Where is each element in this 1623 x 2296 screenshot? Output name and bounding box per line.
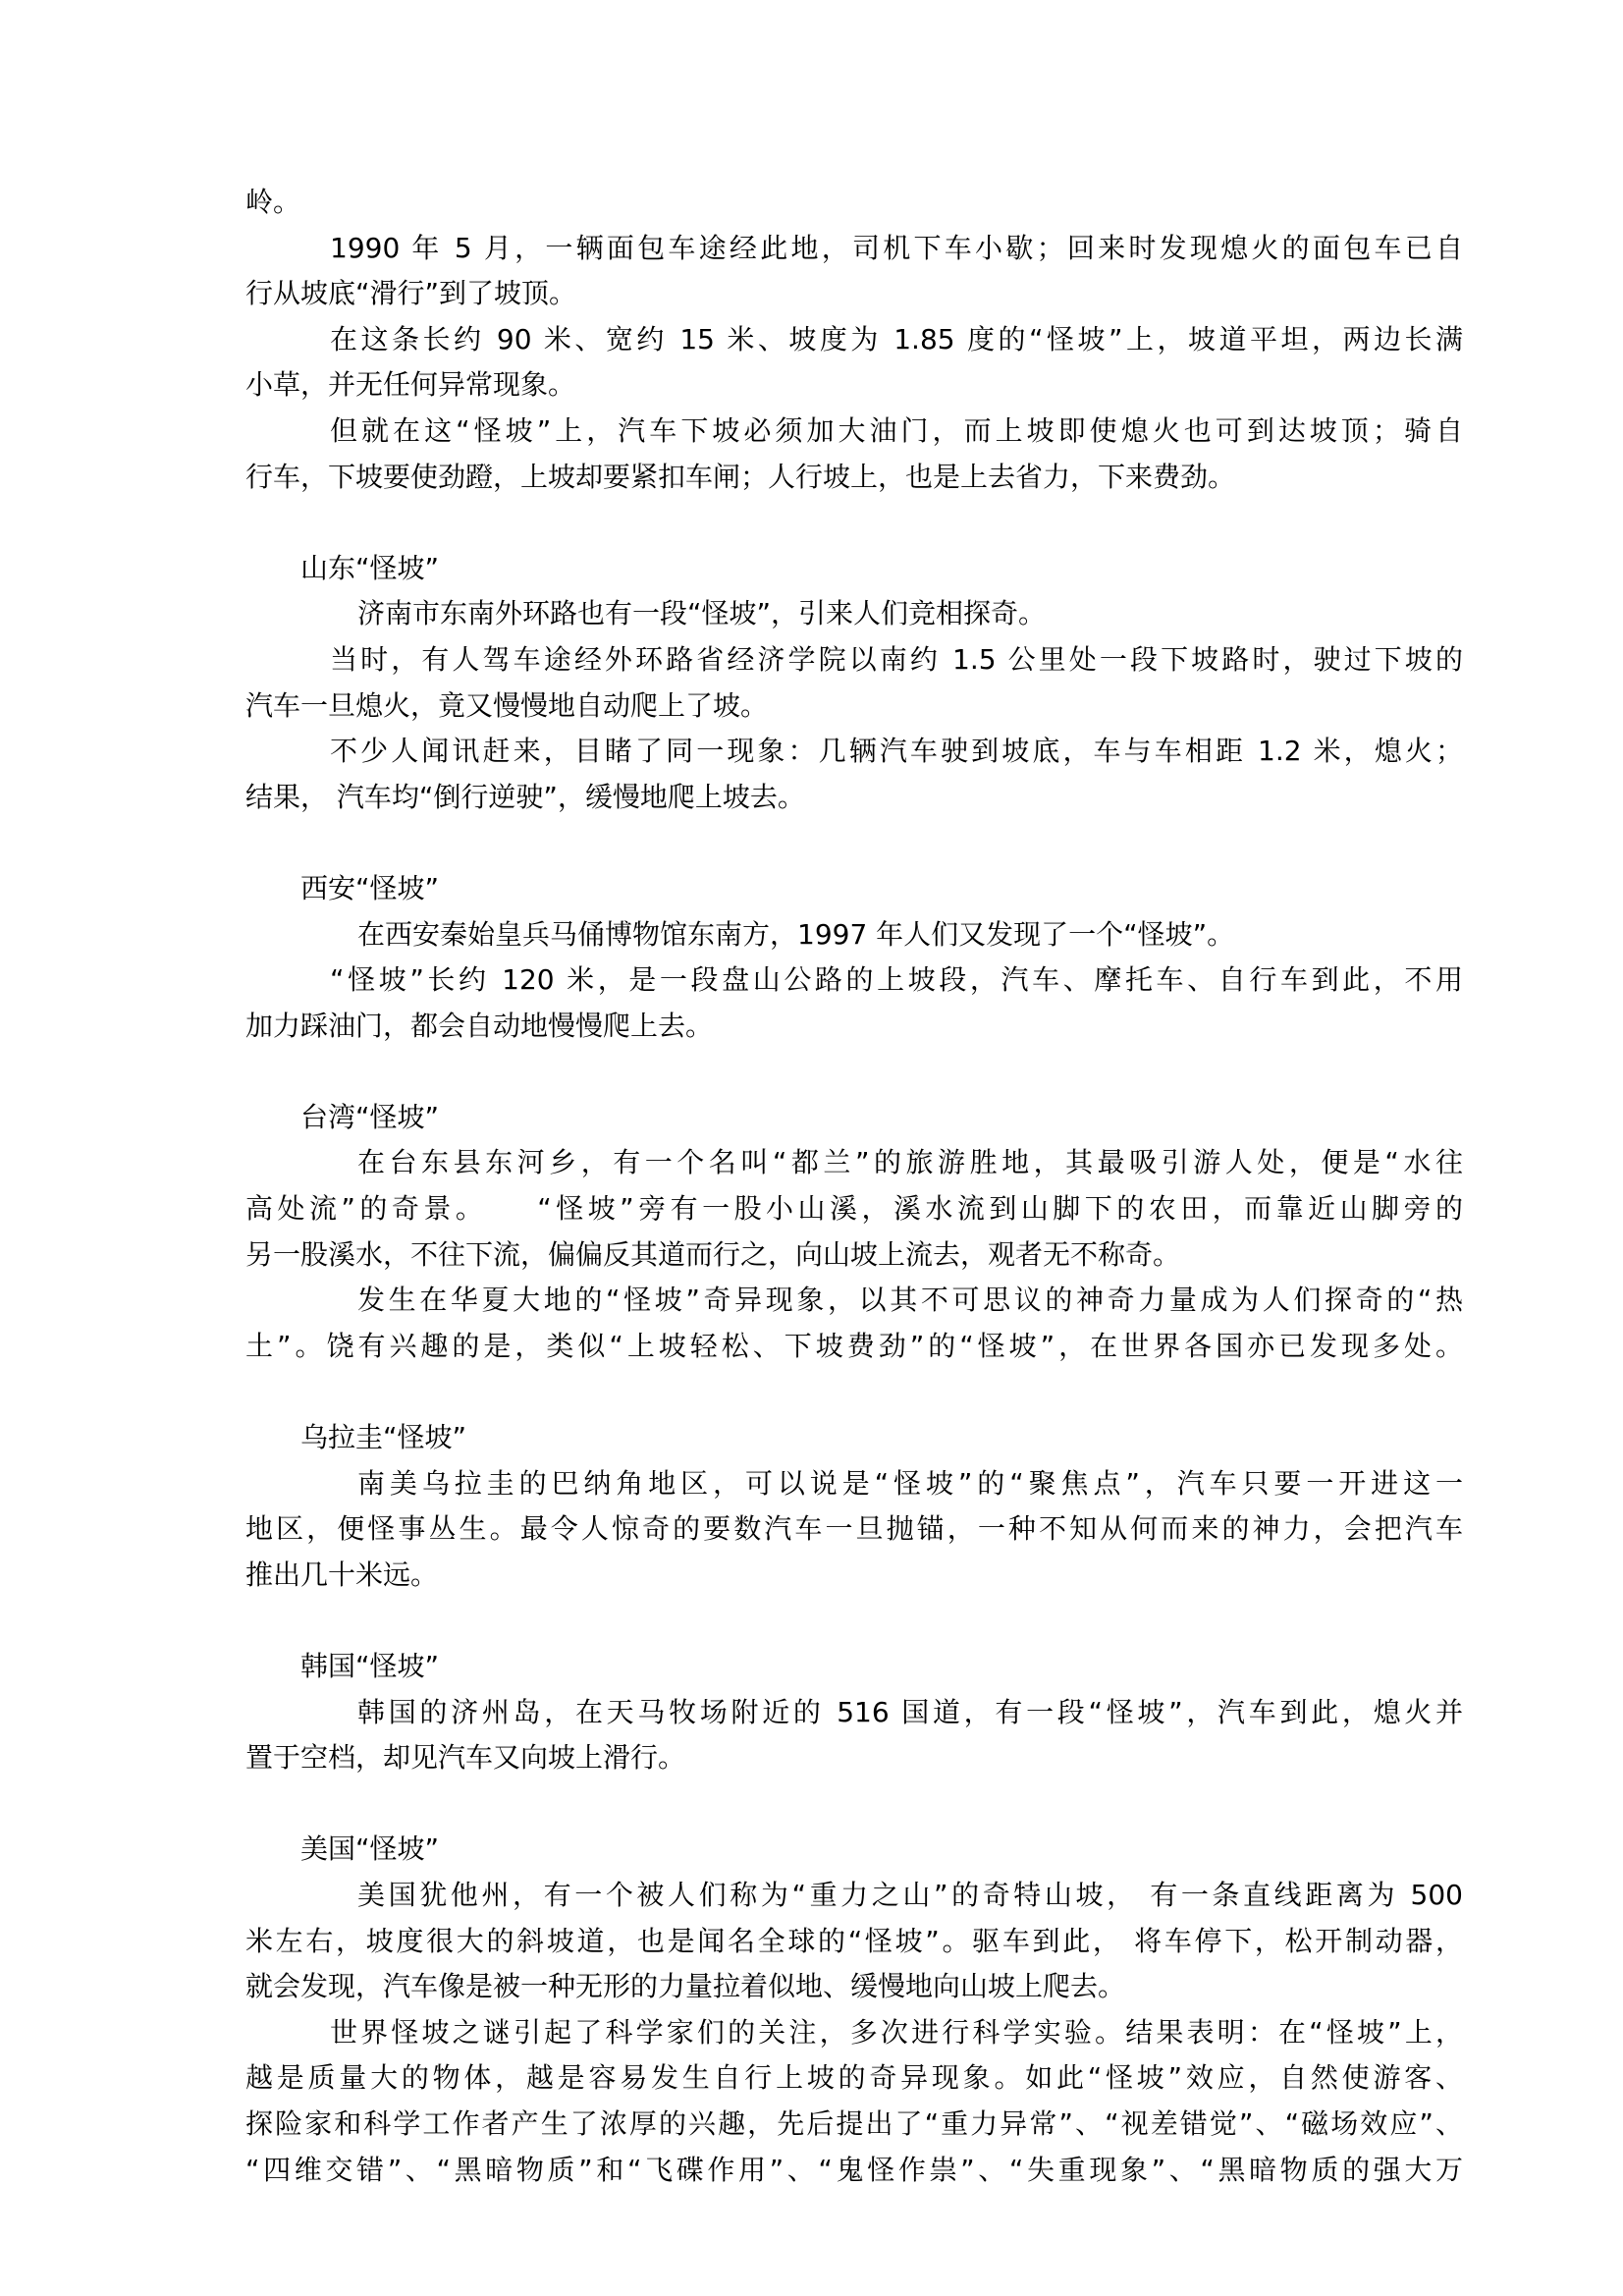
text-line: 土”。饶有兴趣的是，类似“上坡轻松、下坡费劲”的“怪坡”，在世界各国亦已发现多处。 — [245, 1329, 1463, 1362]
text-line: 世界怪坡之谜引起了科学家们的关注，多次进行科学实验。结果表明：在“怪坡”上， — [330, 2015, 1463, 2049]
text-line: 当时，有人驾车途经外环路省经济学院以南约 1.5 公里处一段下坡路时，驶过下坡的 — [330, 642, 1463, 676]
blank-line — [245, 1598, 1463, 1644]
text-line: 置于空档，却见汽车又向坡上滑行。 — [245, 1741, 686, 1775]
text-line: 越是质量大的物体，越是容易发生自行上坡的奇异现象。如此“怪坡”效应，自然使游客、 — [245, 2061, 1463, 2095]
section-heading-korea: 韩国“怪坡” — [300, 1650, 440, 1682]
blank-line — [245, 500, 1463, 546]
blank-line — [245, 1781, 1463, 1828]
text-line: 但就在这“怪坡”上，汽车下坡必须加大油门，而上坡即使熄火也可到达坡顶；骑自 — [330, 413, 1463, 447]
blank-line — [245, 820, 1463, 866]
text-line: 1990 年 5 月，一辆面包车途经此地，司机下车小歇；回来时发现熄火的面包车已自 — [330, 231, 1463, 264]
text-line: 南美乌拉圭的巴纳角地区，可以说是“怪坡”的“聚焦点”，汽车只要一开进这一 — [357, 1466, 1463, 1500]
text-line: 发生在华夏大地的“怪坡”奇异现象，以其不可思议的神奇力量成为人们探奇的“热 — [357, 1284, 1463, 1317]
text-line: 小草，并无任何异常现象。 — [245, 368, 576, 402]
text-line: 就会发现，汽车像是被一种无形的力量拉着似地、缓慢地向山坡上爬去。 — [245, 1970, 1126, 2003]
text-line: 另一股溪水，不往下流，偏偏反其道而行之，向山坡上流去，观者无不称奇。 — [245, 1237, 1181, 1271]
section-heading-uruguay: 乌拉圭“怪坡” — [300, 1421, 467, 1454]
text-line: 结果， 汽车均“倒行逆驶”，缓慢地爬上坡去。 — [245, 780, 805, 813]
section-heading-usa: 美国“怪坡” — [300, 1832, 440, 1866]
text-line: 济南市东南外环路也有一段“怪坡”，引来人们竞相探奇。 — [357, 597, 1047, 630]
text-line: 韩国的济州岛，在天马牧场附近的 516 国道，有一段“怪坡”，汽车到此，熄火并 — [357, 1695, 1463, 1728]
section-heading-taiwan: 台湾“怪坡” — [300, 1100, 440, 1133]
text-line: 汽车一旦熄火，竟又慢慢地自动爬上了坡。 — [245, 688, 769, 722]
text-line: 推出几十米远。 — [245, 1558, 439, 1591]
text-line: 行从坡底“滑行”到了坡顶。 — [245, 277, 577, 310]
text-line: 岭。 — [245, 186, 301, 218]
section-heading-shandong: 山东“怪坡” — [300, 551, 440, 584]
blank-line — [245, 1369, 1463, 1415]
text-line: 不少人闻讯赶来，目睹了同一现象：几辆汽车驶到坡底，车与车相距 1.2 米，熄火； — [330, 735, 1463, 768]
text-line: 行车，下坡要使劲蹬，上坡却要紧扣车闸；人行坡上，也是上去省力，下来费劲。 — [245, 460, 1236, 493]
text-line: 在台东县东河乡，有一个名叫“都兰”的旅游胜地，其最吸引游人处，便是“水往 — [357, 1146, 1463, 1179]
blank-line — [245, 1049, 1463, 1095]
text-line: 高处流”的奇景。 “怪坡”旁有一股小山溪，溪水流到山脚下的农田，而靠近山脚旁的 — [245, 1192, 1463, 1226]
text-line: 在西安秦始皇兵马俑博物馆东南方，1997 年人们又发现了一个“怪坡”。 — [357, 917, 1235, 951]
text-line: 米左右，坡度很大的斜坡道，也是闻名全球的“怪坡”。驱车到此， 将车停下，松开制动器， — [245, 1924, 1463, 1957]
text-line: 在这条长约 90 米、宽约 15 米、坡度为 1.85 度的“怪坡”上，坡道平坦，两边长满 — [330, 322, 1463, 355]
text-line: 美国犹他州，有一个被人们称为“重力之山”的奇特山坡， 有一条直线距离为 500 — [357, 1878, 1463, 1911]
text-line: “怪坡”长约 120 米，是一段盘山公路的上坡段，汽车、摩托车、自行车到此，不用 — [330, 963, 1463, 997]
section-heading-xian: 西安“怪坡” — [300, 871, 440, 904]
text-line: 地区，便怪事丛生。最令人惊奇的要数汽车一旦抛锚，一种不知从何而来的神力，会把汽车 — [245, 1512, 1463, 1546]
text-line: 加力踩油门，都会自动地慢慢爬上去。 — [245, 1009, 714, 1042]
text-line: “四维交错”、“黑暗物质”和“飞碟作用”、“鬼怪作祟”、“失重现象”、“黑暗物质的强大万 — [245, 2153, 1463, 2186]
text-line: 探险家和科学工作者产生了浓厚的兴趣，先后提出了“重力异常”、“视差错觉”、“磁场效应”、 — [245, 2106, 1463, 2140]
